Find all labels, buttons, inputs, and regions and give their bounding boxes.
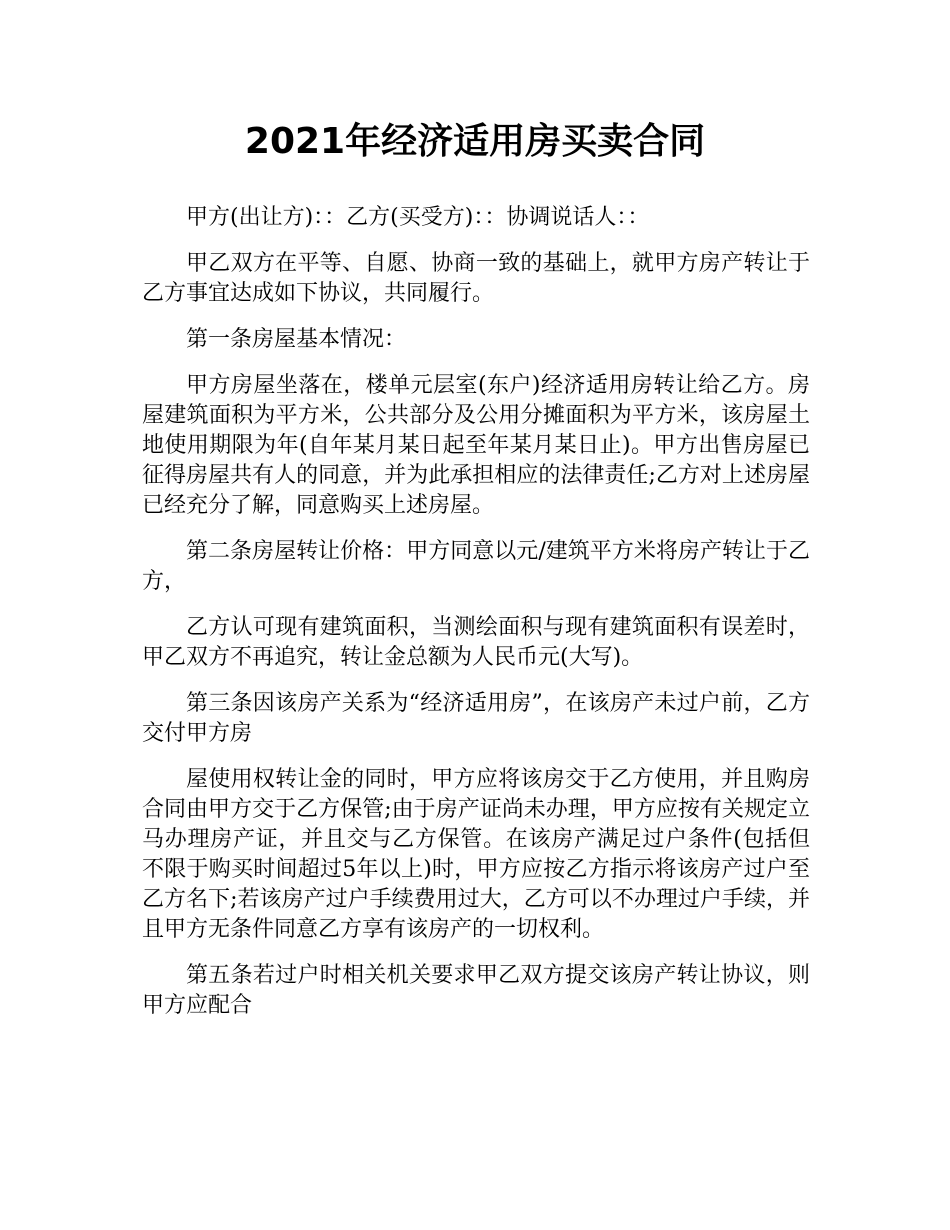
- paragraph-article-3-continued: 屋使用权转让金的同时，甲方应将该房交于乙方使用，并且购房合同由甲方交于乙方保管;由于房产证尚未办理，甲方应按有关规定立马办理房产证，并且交与乙方保管。在该房产满足过户条件(包括但不限于购买时间超过5年以上)时，甲方应按乙方指示将该房产过户至乙方名下;若该房产过户手续费用过大，乙方可以不办理过户手续，并且甲方无条件同意乙方享有该房产的一切权利。: [142, 767, 810, 942]
- document-body: [142, 203, 810, 1037]
- document-title: 2021年经济适用房买卖合同: [244, 121, 706, 162]
- paragraph-article-2-continued: 乙方认可现有建筑面积，当测绘面积与现有建筑面积有误差时，甲乙双方不再追究，转让金总额为人民币元(大写)。: [142, 615, 810, 670]
- paragraph-article-3: 第三条因该房产关系为“经济适用房”，在该房产未过户前，乙方交付甲方房: [142, 691, 810, 746]
- paragraph-article-2: 第二条房屋转让价格：甲方同意以元/建筑平方米将房产转让于乙方，: [142, 539, 810, 594]
- paragraph-article-5: 第五条若过户时相关机关要求甲乙双方提交该房产转让协议，则甲方应配合: [142, 963, 810, 1018]
- paragraph-article-1-body: 甲方房屋坐落在，楼单元层室(东户)经济适用房转让给乙方。房屋建筑面积为平方米，公共部分及公用分摊面积为平方米，该房屋土地使用期限为年(自年某月某日起至年某月某日止)。甲方出售房屋已征得房屋共有人的同意，并为此承担相应的法律责任;乙方对上述房屋已经充分了解，同意购买上述房屋。: [142, 373, 810, 518]
- paragraph-preamble: 甲乙双方在平等、自愿、协商一致的基础上，就甲方房产转让于乙方事宜达成如下协议，共同履行。: [142, 251, 810, 306]
- paragraph-parties: 甲方(出让方)：：乙方(买受方)：：协调说话人：：: [186, 205, 650, 230]
- paragraph-article-1-heading: 第一条房屋基本情况：: [186, 327, 407, 352]
